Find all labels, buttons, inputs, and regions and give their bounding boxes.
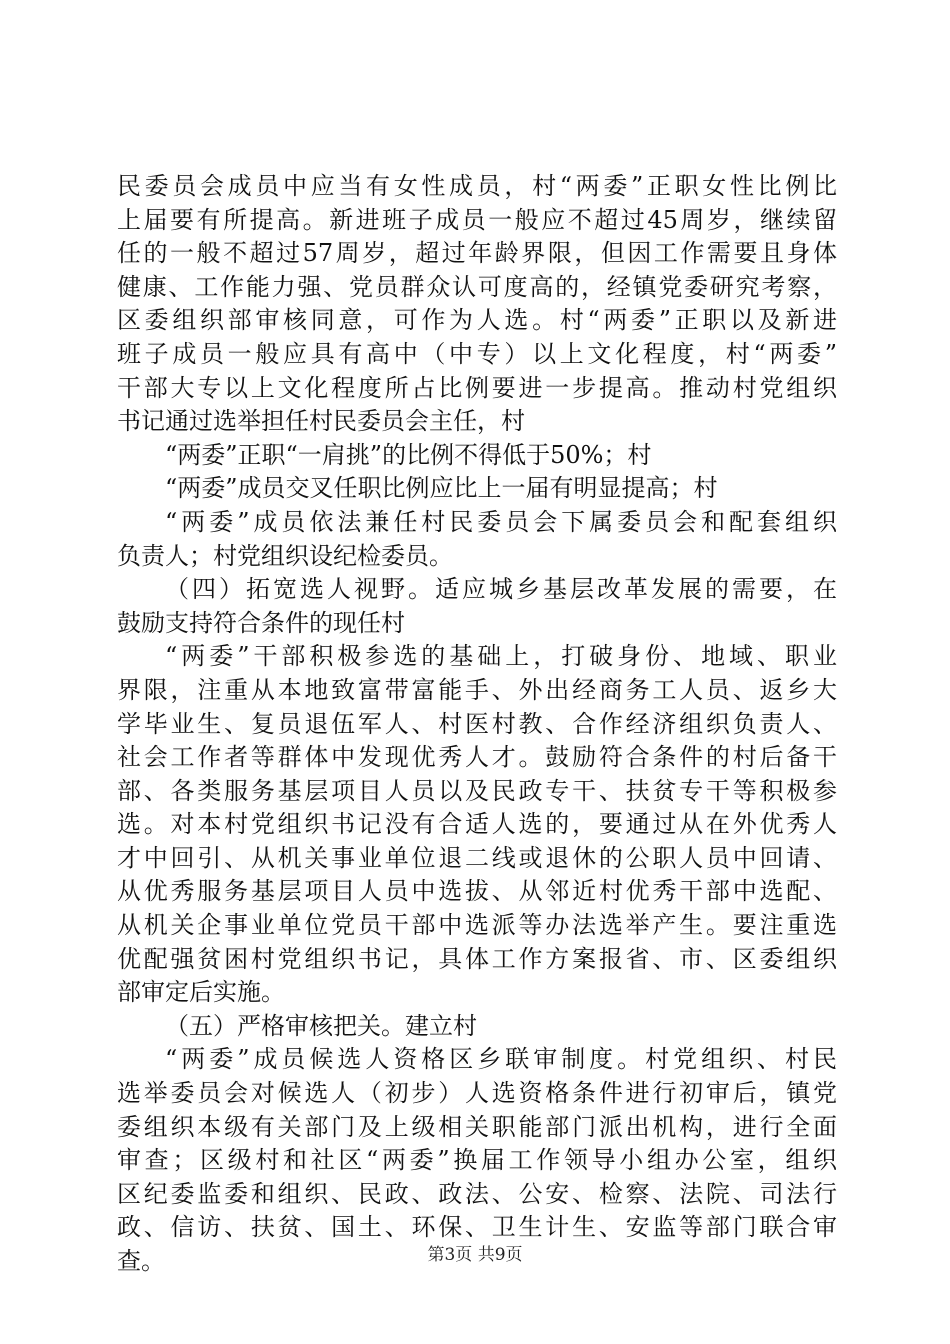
text-line: 学毕业生、复员退伍军人、村医村教、合作经济组织负责人、 bbox=[117, 709, 837, 738]
text-line: 部审定后实施。 bbox=[117, 978, 285, 1007]
text-line: 书记通过选举担任村民委员会主任，村 bbox=[117, 407, 525, 436]
text-line: 上届要有所提高。新进班子成员一般应不超过45周岁，继续留 bbox=[117, 205, 837, 234]
text-line: 从机关企事业单位党员干部中选派等办法选举产生。要注重选 bbox=[117, 911, 837, 940]
text-line: 选举委员会对候选人（初步）人选资格条件进行初审后，镇党 bbox=[117, 1079, 837, 1108]
text-line: 班子成员一般应具有高中（中专）以上文化程度，村“两委” bbox=[117, 339, 837, 368]
text-line: 区纪委监委和组织、民政、政法、公安、检察、法院、司法行 bbox=[117, 1179, 837, 1208]
text-line: 部、各类服务基层项目人员以及民政专干、扶贫专干等积极参 bbox=[117, 776, 837, 805]
text-line: 民委员会成员中应当有女性成员，村“两委”正职女性比例比 bbox=[117, 172, 837, 200]
text-line: 委组织本级有关部门及上级相关职能部门派出机构，进行全面 bbox=[117, 1112, 837, 1141]
text-line: “两委”成员候选人资格区乡联审制度。村党组织、村民 bbox=[165, 1045, 837, 1074]
text-line: “两委”正职“一肩挑”的比例不得低于50%；村 bbox=[165, 440, 652, 469]
text-line: 才中回引、从机关事业单位退二线或退休的公职人员中回请、 bbox=[117, 843, 837, 872]
text-line: 负责人；村党组织设纪检委员。 bbox=[117, 541, 453, 570]
text-line: 干部大专以上文化程度所占比例要进一步提高。推动村党组织 bbox=[117, 373, 837, 402]
page-footer bbox=[0, 1244, 950, 1266]
text-line: 健康、工作能力强、党员群众认可度高的，经镇党委研究考察， bbox=[117, 272, 837, 301]
section-heading-line: （五）严格审核把关。建立村 bbox=[165, 1011, 477, 1040]
text-line: 鼓励支持符合条件的现任村 bbox=[117, 608, 405, 637]
text-line: 查。 bbox=[117, 1247, 165, 1275]
text-line: “两委”成员交叉任职比例应比上一届有明显提高；村 bbox=[165, 474, 718, 503]
text-line: 从优秀服务基层项目人员中选拔、从邻近村优秀干部中选配、 bbox=[117, 877, 837, 906]
text-line: “两委”成员依法兼任村民委员会下属委员会和配套组织 bbox=[165, 507, 837, 536]
text-line: 优配强贫困村党组织书记，具体工作方案报省、市、区委组织 bbox=[117, 944, 837, 973]
text-line: 区委组织部审核同意，可作为人选。村“两委”正职以及新进 bbox=[117, 306, 837, 335]
page-number: 第3页 共9页 bbox=[427, 1245, 523, 1265]
text-line: 审查；区级村和社区“两委”换届工作领导小组办公室，组织 bbox=[117, 1146, 837, 1175]
text-line: “两委”干部积极参选的基础上，打破身份、地域、职业 bbox=[165, 642, 837, 671]
text-line: 社会工作者等群体中发现优秀人才。鼓励符合条件的村后备干 bbox=[117, 743, 837, 772]
text-line: 任的一般不超过57周岁，超过年龄界限，但因工作需要且身体 bbox=[117, 239, 837, 268]
text-line: 选。对本村党组织书记没有合适人选的，要通过从在外优秀人 bbox=[117, 810, 837, 839]
section-heading-line: （四）拓宽选人视野。适应城乡基层改革发展的需要，在 bbox=[165, 575, 837, 604]
text-line: 界限，注重从本地致富带富能手、外出经商务工人员、返乡大 bbox=[117, 675, 837, 704]
body-text bbox=[117, 170, 837, 1279]
text-line: 政、信访、扶贫、国土、环保、卫生计生、安监等部门联合审 bbox=[117, 1213, 837, 1242]
